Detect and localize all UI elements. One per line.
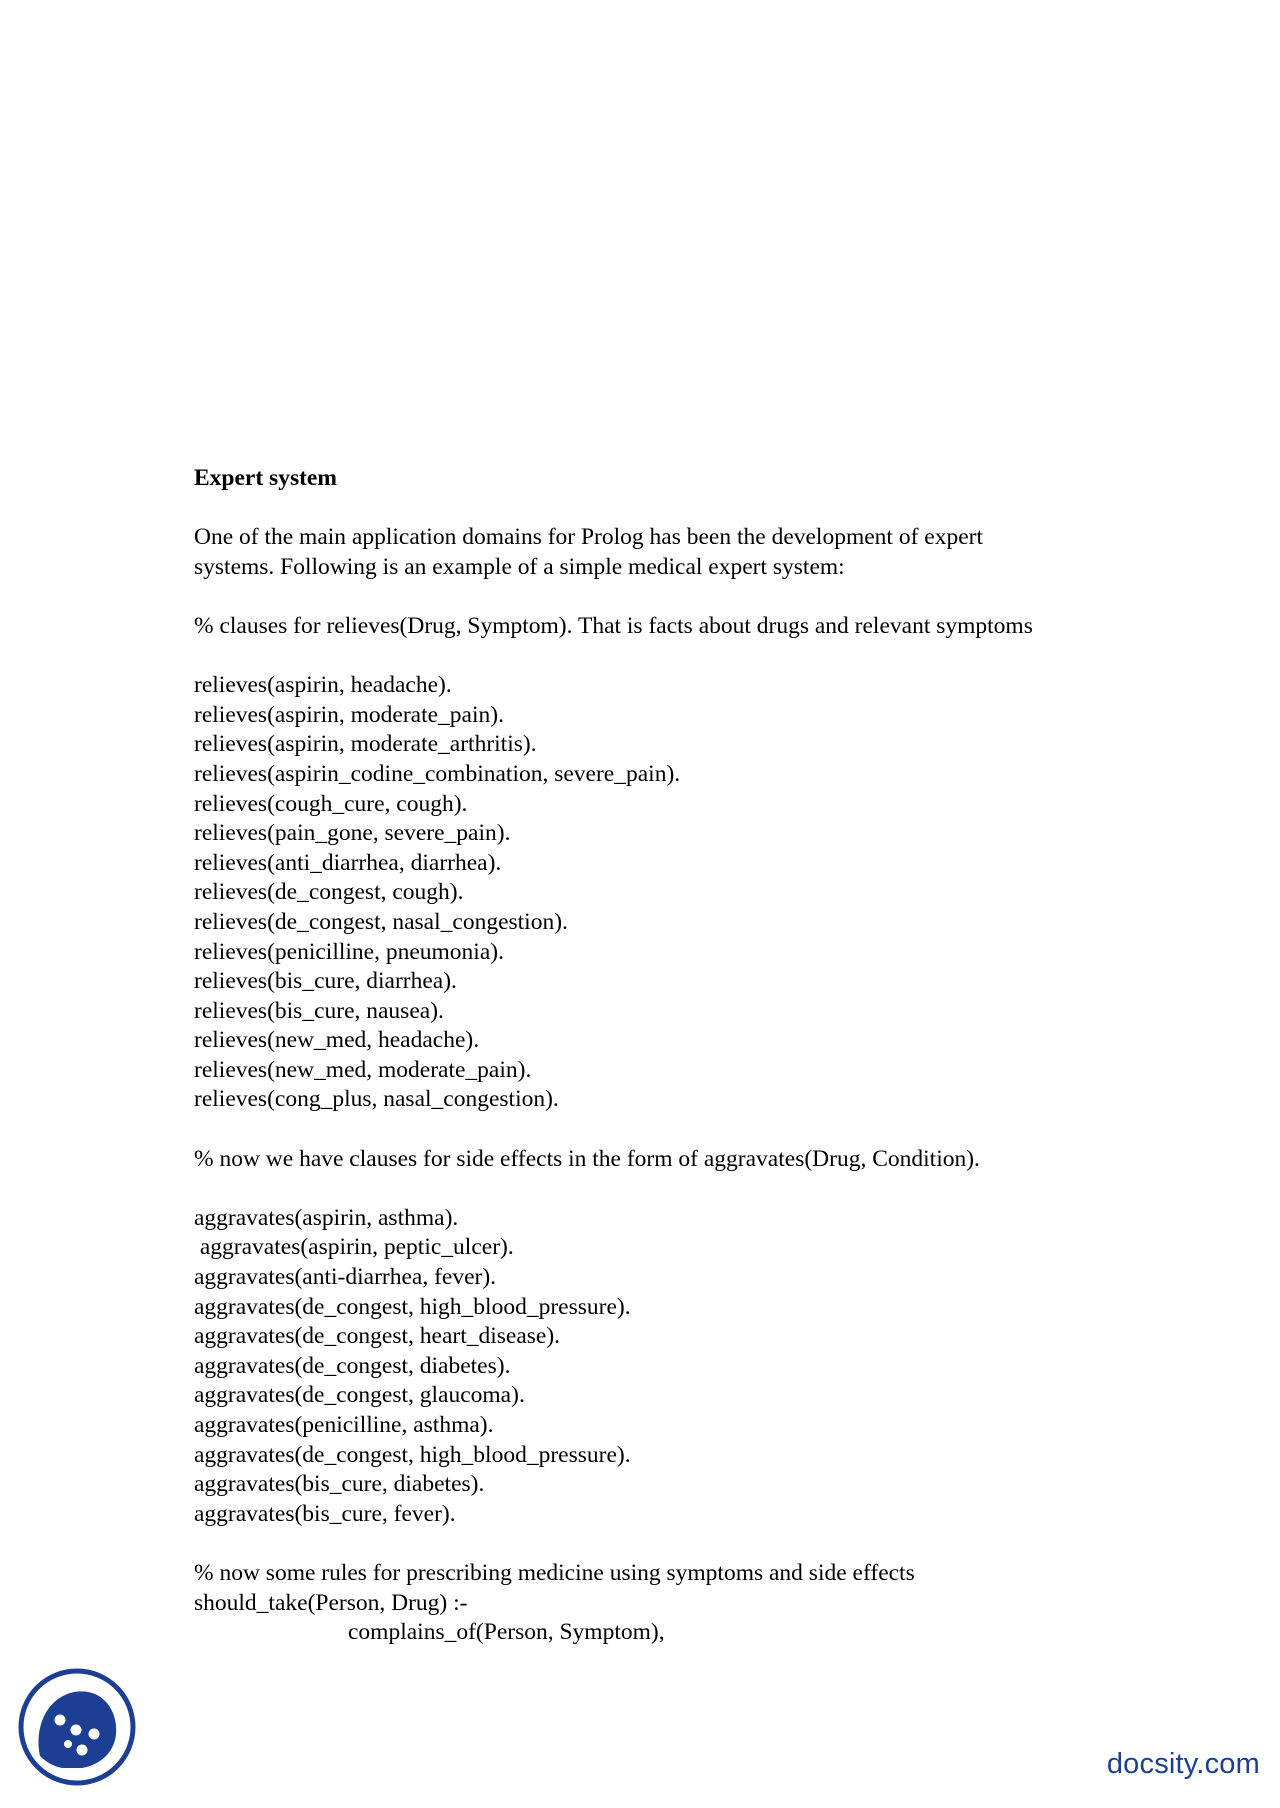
relieves-fact: relieves(de_congest, nasal_congestion). bbox=[194, 908, 568, 935]
relieves-fact: relieves(cough_cure, cough). bbox=[194, 790, 468, 817]
aggravates-facts-list bbox=[194, 1204, 1194, 1530]
relieves-fact: relieves(cong_plus, nasal_congestion). bbox=[194, 1086, 559, 1113]
brand-link[interactable]: docsity.com bbox=[1106, 1748, 1260, 1780]
comment-aggravates: % now we have clauses for side effects in the form of aggravates(Drug, Condition). bbox=[194, 1145, 980, 1172]
relieves-facts-list bbox=[194, 671, 1194, 1115]
relieves-fact: relieves(anti_diarrhea, diarrhea). bbox=[194, 849, 502, 876]
spacer bbox=[194, 582, 1194, 612]
relieves-fact: relieves(aspirin_codine_combination, severe_pain). bbox=[194, 760, 681, 787]
relieves-fact: relieves(aspirin, headache). bbox=[194, 672, 452, 699]
aggravates-fact: aggravates(de_congest, diabetes). bbox=[194, 1352, 511, 1379]
spacer bbox=[194, 494, 1194, 524]
relieves-fact: relieves(new_med, moderate_pain). bbox=[194, 1056, 532, 1083]
aggravates-fact: aggravates(aspirin, asthma). bbox=[194, 1204, 459, 1231]
aggravates-fact: aggravates(aspirin, peptic_ulcer). bbox=[194, 1234, 514, 1261]
spacer bbox=[194, 1529, 1194, 1559]
aggravates-fact: aggravates(bis_cure, diabetes). bbox=[194, 1471, 485, 1498]
relieves-fact: relieves(aspirin, moderate_pain). bbox=[194, 701, 504, 728]
relieves-fact: relieves(aspirin, moderate_arthritis). bbox=[194, 731, 537, 758]
relieves-fact: relieves(penicilline, pneumonia). bbox=[194, 938, 504, 965]
document-body bbox=[194, 464, 1194, 1648]
aggravates-fact: aggravates(de_congest, high_blood_pressure). bbox=[194, 1293, 631, 1320]
aggravates-fact: aggravates(de_congest, glaucoma). bbox=[194, 1382, 525, 1409]
comment-rules: % now some rules for prescribing medicine using symptoms and side effects bbox=[194, 1559, 915, 1586]
aggravates-fact: aggravates(bis_cure, fever). bbox=[194, 1500, 456, 1527]
spacer bbox=[194, 642, 1194, 672]
aggravates-fact: aggravates(de_congest, heart_disease). bbox=[194, 1323, 561, 1350]
intro-line: One of the main application domains for Prolog has been the development of expert bbox=[194, 524, 983, 551]
aggravates-fact: aggravates(penicilline, asthma). bbox=[194, 1412, 494, 1438]
section-heading: Expert system bbox=[194, 465, 337, 491]
spacer bbox=[194, 1115, 1194, 1145]
aggravates-fact: aggravates(de_congest, high_blood_pressure). bbox=[194, 1441, 631, 1468]
relieves-fact: relieves(new_med, headache). bbox=[194, 1027, 480, 1054]
comment-relieves: % clauses for relieves(Drug, Symptom). That is facts about drugs and relevant symptoms bbox=[194, 612, 1033, 639]
spacer bbox=[194, 1174, 1194, 1204]
relieves-fact: relieves(bis_cure, nausea). bbox=[194, 997, 444, 1024]
aggravates-fact: aggravates(anti-diarrhea, fever). bbox=[194, 1264, 497, 1291]
rule-body-line: complains_of(Person, Symptom), bbox=[348, 1619, 665, 1646]
relieves-fact: relieves(pain_gone, severe_pain). bbox=[194, 820, 511, 847]
intro-line: systems. Following is an example of a simple medical expert system: bbox=[194, 553, 845, 580]
relieves-fact: relieves(bis_cure, diarrhea). bbox=[194, 968, 457, 995]
docsity-logo-icon[interactable] bbox=[18, 1668, 136, 1786]
rule-head: should_take(Person, Drug) :- bbox=[194, 1589, 468, 1616]
relieves-fact: relieves(de_congest, cough). bbox=[194, 879, 464, 906]
